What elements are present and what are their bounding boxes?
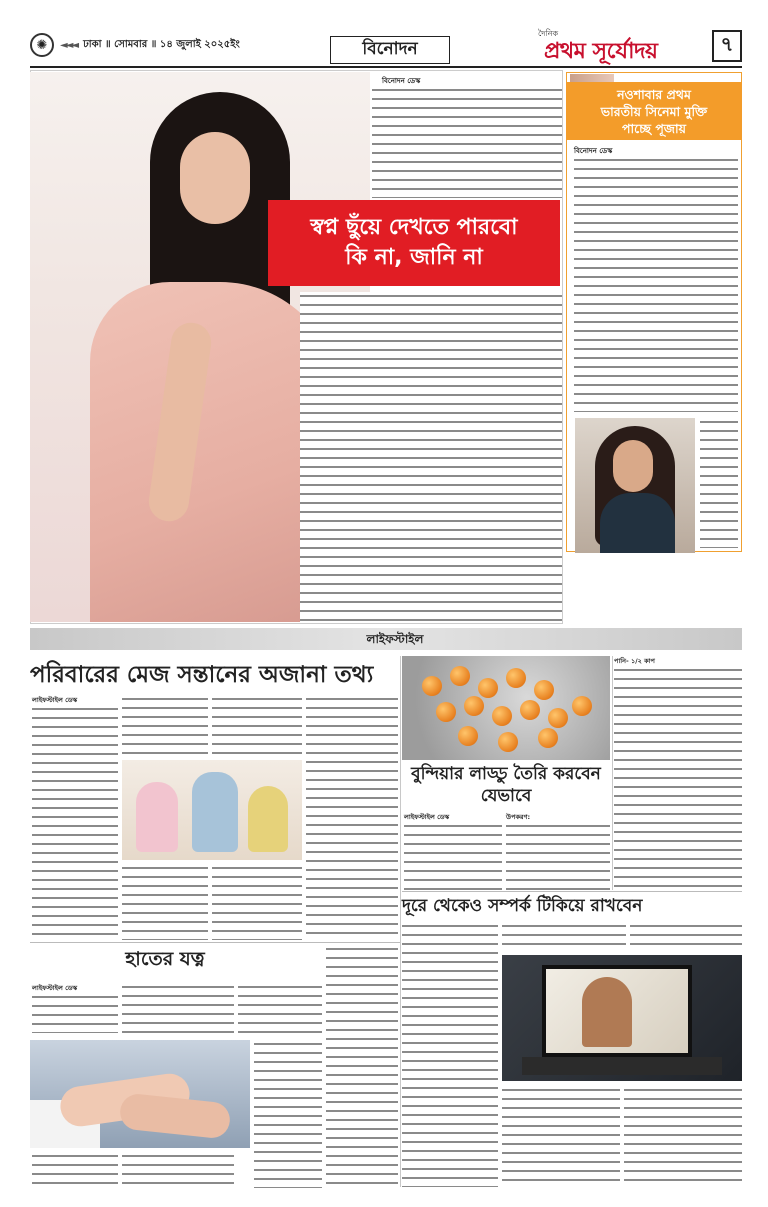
article1-col2-lower [122, 864, 208, 940]
header-rule [30, 66, 742, 68]
article1-photo [122, 760, 302, 860]
distance-title: দূরে থেকেও সম্পর্ক টিকিয়ে রাখবেন [402, 896, 643, 916]
handcare-col3 [238, 983, 322, 1037]
article1-col1 [32, 705, 118, 940]
article1-col3 [212, 695, 302, 755]
laddu-method-text [614, 666, 742, 890]
laddu-photo [402, 656, 610, 760]
distance-col1 [402, 922, 498, 1187]
section-title: বিনোদন [330, 36, 450, 64]
feature-intro-text [372, 86, 562, 198]
distance-col3 [630, 922, 742, 952]
feature-headline-line1: স্বপ্ন ছুঁয়ে দেখতে পারবো [310, 215, 518, 240]
handcare-bottom3 [254, 1040, 322, 1188]
sidebar-side-text [700, 418, 738, 548]
sidebar-photo [575, 418, 695, 553]
distance-col2-lower [502, 1086, 620, 1186]
handcare-photo [30, 1040, 250, 1148]
feature-headline-line2: কি না, জানি না [345, 245, 483, 270]
laddu-title: বুন্দিয়ার লাড্ডু তৈরি করবেন যেভাবে [411, 764, 601, 806]
laddu-ingredients-text [506, 822, 610, 890]
masthead-left [30, 34, 240, 56]
laddu-right-heading: পানি- ১/২ কাপ [614, 657, 655, 665]
page-number: ৭ [712, 30, 742, 62]
laddu-byline: লাইফস্টাইল ডেস্ক [404, 813, 450, 821]
section-rule [402, 891, 742, 892]
distance-col2 [502, 922, 626, 952]
wheel-emblem-icon: ✺ [30, 33, 54, 57]
section-rule [30, 942, 400, 943]
handcare-title: হাতের যত্ন [125, 948, 205, 970]
laddu-intro-text [404, 822, 502, 890]
handcare-bottom2 [122, 1152, 234, 1188]
article1-byline: লাইফস্টাইল ডেস্ক [32, 696, 78, 704]
arrow-ornament-icon: ◄◄◄ [60, 39, 78, 51]
lifestyle-label: লাইফস্টাইল [366, 632, 424, 646]
feature-body-text [300, 292, 562, 622]
handcare-intro [32, 993, 118, 1033]
distance-col3-lower [624, 1086, 742, 1186]
brand-daily: দৈনিক [538, 29, 559, 38]
dateline: ঢাকা ॥ সোমবার ॥ ১৪ জুলাই ২০২৫ইং [83, 38, 240, 50]
feature-headline [268, 200, 560, 286]
handcare-byline: লাইফস্টাইল ডেস্ক [32, 984, 78, 992]
column-rule [612, 656, 613, 890]
newspaper-logo [538, 28, 706, 68]
sidebar-headline [566, 82, 742, 140]
sidebar-byline: বিনোদন ডেস্ক [574, 147, 613, 155]
article1-title: পরিবারের মেজ সন্তানের অজানা তথ্য [30, 662, 374, 688]
handcare-col2 [122, 983, 234, 1037]
sidebar-headline-line1: নওশাবার প্রথম [617, 86, 691, 102]
distance-photo [502, 955, 742, 1081]
sidebar-headline-line2: ভারতীয় সিনেমা মুক্তি [600, 103, 708, 119]
article1-col4 [306, 695, 398, 940]
laddu-ingredients-heading: উপকরণ: [506, 813, 531, 821]
column-rule [400, 656, 401, 1187]
sidebar-headline-line3: পাচ্ছে পূজায় [622, 120, 686, 136]
brand-name: প্রথম সূর্যোদয় [544, 39, 658, 64]
handcare-col4 [326, 945, 398, 1187]
article1-col3-lower [212, 864, 302, 940]
sidebar-body-text [574, 156, 738, 412]
feature-byline: বিনোদন ডেস্ক [382, 77, 421, 85]
article1-col2 [122, 695, 208, 755]
handcare-bottom1 [32, 1152, 118, 1188]
